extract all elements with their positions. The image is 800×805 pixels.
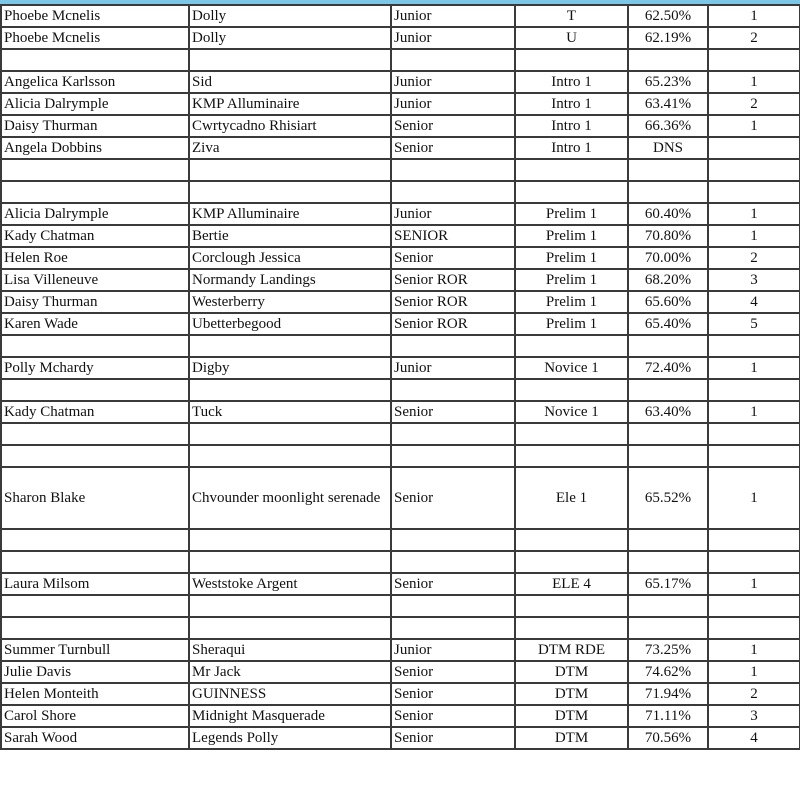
score-cell: 70.00% [628, 247, 708, 269]
score-cell [628, 423, 708, 445]
horse-cell: KMP Alluminaire [189, 203, 391, 225]
category-cell: Senior [391, 573, 515, 595]
horse-cell [189, 617, 391, 639]
category-cell: Junior [391, 71, 515, 93]
score-cell: 71.94% [628, 683, 708, 705]
place-cell: 1 [708, 401, 800, 423]
category-cell: Junior [391, 5, 515, 27]
score-cell: 62.19% [628, 27, 708, 49]
table-row [1, 445, 800, 467]
horse-cell [189, 159, 391, 181]
rider-cell: Sharon Blake [1, 467, 189, 529]
horse-cell: Cwrtycadno Rhisiart [189, 115, 391, 137]
category-cell: Senior ROR [391, 313, 515, 335]
category-cell: Senior [391, 661, 515, 683]
score-cell: 65.40% [628, 313, 708, 335]
score-cell [628, 617, 708, 639]
rider-cell: Phoebe Mcnelis [1, 5, 189, 27]
category-cell: Junior [391, 93, 515, 115]
score-cell: 60.40% [628, 203, 708, 225]
rider-cell: Polly Mchardy [1, 357, 189, 379]
category-cell: Senior [391, 705, 515, 727]
place-cell: 4 [708, 291, 800, 313]
table-row [1, 423, 800, 445]
table-row [1, 379, 800, 401]
table-row [1, 573, 800, 595]
score-cell: 66.36% [628, 115, 708, 137]
score-cell: 74.62% [628, 661, 708, 683]
score-cell: 65.52% [628, 467, 708, 529]
category-cell: Senior ROR [391, 291, 515, 313]
test-cell [515, 181, 628, 203]
test-cell: Intro 1 [515, 93, 628, 115]
test-cell: Ele 1 [515, 467, 628, 529]
test-cell: DTM [515, 683, 628, 705]
score-cell [628, 595, 708, 617]
score-cell: 65.17% [628, 573, 708, 595]
place-cell: 1 [708, 71, 800, 93]
rider-cell: Kady Chatman [1, 401, 189, 423]
test-cell: Prelim 1 [515, 247, 628, 269]
category-cell: Senior ROR [391, 269, 515, 291]
table-row [1, 683, 800, 705]
score-cell [628, 445, 708, 467]
horse-cell [189, 335, 391, 357]
table-row [1, 181, 800, 203]
horse-cell: Sheraqui [189, 639, 391, 661]
test-cell [515, 617, 628, 639]
rider-cell [1, 423, 189, 445]
place-cell [708, 617, 800, 639]
place-cell: 2 [708, 683, 800, 705]
test-cell: DTM RDE [515, 639, 628, 661]
category-cell: Senior [391, 115, 515, 137]
place-cell [708, 529, 800, 551]
test-cell [515, 551, 628, 573]
category-cell: Junior [391, 203, 515, 225]
test-cell: U [515, 27, 628, 49]
test-cell: Novice 1 [515, 357, 628, 379]
test-cell [515, 335, 628, 357]
horse-cell: Bertie [189, 225, 391, 247]
horse-cell: Dolly [189, 5, 391, 27]
table-row [1, 529, 800, 551]
horse-cell: Tuck [189, 401, 391, 423]
test-cell: Prelim 1 [515, 203, 628, 225]
table-row [1, 617, 800, 639]
test-cell: Intro 1 [515, 71, 628, 93]
horse-cell: Legends Polly [189, 727, 391, 749]
place-cell: 1 [708, 573, 800, 595]
horse-cell: Normandy Landings [189, 269, 391, 291]
table-row [1, 71, 800, 93]
table-row [1, 357, 800, 379]
rider-cell [1, 181, 189, 203]
rider-cell: Laura Milsom [1, 573, 189, 595]
place-cell [708, 551, 800, 573]
horse-cell: Corclough Jessica [189, 247, 391, 269]
table-row [1, 27, 800, 49]
rider-cell: Lisa Villeneuve [1, 269, 189, 291]
horse-cell [189, 445, 391, 467]
place-cell [708, 595, 800, 617]
horse-cell [189, 595, 391, 617]
rider-cell [1, 335, 189, 357]
table-row [1, 661, 800, 683]
horse-cell: KMP Alluminaire [189, 93, 391, 115]
horse-cell [189, 181, 391, 203]
place-cell: 5 [708, 313, 800, 335]
horse-cell: Midnight Masquerade [189, 705, 391, 727]
score-cell: 63.41% [628, 93, 708, 115]
place-cell: 1 [708, 467, 800, 529]
score-cell: 70.80% [628, 225, 708, 247]
category-cell [391, 159, 515, 181]
test-cell: DTM [515, 661, 628, 683]
score-cell: 62.50% [628, 5, 708, 27]
category-cell: Junior [391, 639, 515, 661]
horse-cell: Ubetterbegood [189, 313, 391, 335]
horse-cell: Mr Jack [189, 661, 391, 683]
category-cell: Senior [391, 247, 515, 269]
test-cell [515, 445, 628, 467]
horse-cell [189, 423, 391, 445]
test-cell: ELE 4 [515, 573, 628, 595]
rider-cell: Summer Turnbull [1, 639, 189, 661]
rider-cell: Alicia Dalrymple [1, 93, 189, 115]
test-cell: Intro 1 [515, 115, 628, 137]
test-cell: Novice 1 [515, 401, 628, 423]
place-cell: 1 [708, 115, 800, 137]
rider-cell [1, 445, 189, 467]
horse-cell: Dolly [189, 27, 391, 49]
place-cell [708, 379, 800, 401]
horse-cell: Weststoke Argent [189, 573, 391, 595]
category-cell: Senior [391, 401, 515, 423]
score-cell: 72.40% [628, 357, 708, 379]
horse-cell [189, 379, 391, 401]
score-cell: 71.11% [628, 705, 708, 727]
category-cell: Senior [391, 467, 515, 529]
category-cell: Senior [391, 683, 515, 705]
score-cell: 70.56% [628, 727, 708, 749]
rider-cell: Angelica Karlsson [1, 71, 189, 93]
place-cell [708, 159, 800, 181]
horse-cell: Westerberry [189, 291, 391, 313]
rider-cell: Helen Monteith [1, 683, 189, 705]
place-cell [708, 137, 800, 159]
category-cell [391, 423, 515, 445]
rider-cell: Helen Roe [1, 247, 189, 269]
place-cell: 1 [708, 639, 800, 661]
test-cell: Intro 1 [515, 137, 628, 159]
table-row [1, 93, 800, 115]
category-cell: Senior [391, 137, 515, 159]
table-row [1, 49, 800, 71]
rider-cell [1, 595, 189, 617]
test-cell [515, 595, 628, 617]
score-cell: 68.20% [628, 269, 708, 291]
score-cell: 65.23% [628, 71, 708, 93]
place-cell: 1 [708, 5, 800, 27]
rider-cell [1, 49, 189, 71]
rider-cell: Sarah Wood [1, 727, 189, 749]
rider-cell: Angela Dobbins [1, 137, 189, 159]
place-cell [708, 335, 800, 357]
table-row [1, 401, 800, 423]
test-cell: T [515, 5, 628, 27]
category-cell [391, 551, 515, 573]
rider-cell: Kady Chatman [1, 225, 189, 247]
test-cell: Prelim 1 [515, 225, 628, 247]
place-cell: 1 [708, 357, 800, 379]
rider-cell [1, 379, 189, 401]
place-cell [708, 49, 800, 71]
rider-cell: Phoebe Mcnelis [1, 27, 189, 49]
horse-cell: Sid [189, 71, 391, 93]
test-cell: Prelim 1 [515, 269, 628, 291]
place-cell: 1 [708, 661, 800, 683]
score-cell [628, 529, 708, 551]
place-cell: 3 [708, 705, 800, 727]
table-row [1, 313, 800, 335]
horse-cell: Ziva [189, 137, 391, 159]
rider-cell: Carol Shore [1, 705, 189, 727]
score-cell: DNS [628, 137, 708, 159]
table-row [1, 269, 800, 291]
test-cell: DTM [515, 727, 628, 749]
category-cell [391, 181, 515, 203]
table-row [1, 705, 800, 727]
category-cell [391, 529, 515, 551]
horse-cell: Digby [189, 357, 391, 379]
place-cell [708, 445, 800, 467]
test-cell [515, 529, 628, 551]
table-row [1, 551, 800, 573]
table-row [1, 727, 800, 749]
horse-cell [189, 551, 391, 573]
place-cell [708, 181, 800, 203]
test-cell: DTM [515, 705, 628, 727]
score-cell: 63.40% [628, 401, 708, 423]
place-cell: 1 [708, 203, 800, 225]
rider-cell [1, 617, 189, 639]
place-cell: 2 [708, 27, 800, 49]
place-cell: 1 [708, 225, 800, 247]
category-cell: SENIOR [391, 225, 515, 247]
score-cell: 65.60% [628, 291, 708, 313]
table-row [1, 247, 800, 269]
category-cell [391, 595, 515, 617]
horse-cell: GUINNESS [189, 683, 391, 705]
horse-cell [189, 49, 391, 71]
score-cell [628, 551, 708, 573]
place-cell [708, 423, 800, 445]
rider-cell: Daisy Thurman [1, 291, 189, 313]
score-cell [628, 49, 708, 71]
test-cell [515, 423, 628, 445]
score-cell [628, 379, 708, 401]
table-row [1, 115, 800, 137]
test-cell: Prelim 1 [515, 291, 628, 313]
category-cell: Junior [391, 357, 515, 379]
test-cell [515, 379, 628, 401]
score-cell [628, 181, 708, 203]
table-row [1, 225, 800, 247]
test-cell [515, 159, 628, 181]
table-row [1, 639, 800, 661]
category-cell [391, 445, 515, 467]
category-cell [391, 617, 515, 639]
category-cell: Junior [391, 27, 515, 49]
table-row [1, 335, 800, 357]
table-row [1, 137, 800, 159]
place-cell: 2 [708, 247, 800, 269]
rider-cell: Julie Davis [1, 661, 189, 683]
rider-cell [1, 159, 189, 181]
place-cell: 3 [708, 269, 800, 291]
results-table [0, 4, 800, 750]
table-row [1, 467, 800, 529]
score-cell: 73.25% [628, 639, 708, 661]
category-cell [391, 49, 515, 71]
score-cell [628, 335, 708, 357]
table-row [1, 5, 800, 27]
rider-cell: Karen Wade [1, 313, 189, 335]
table-row [1, 203, 800, 225]
test-cell [515, 49, 628, 71]
place-cell: 2 [708, 93, 800, 115]
test-cell: Prelim 1 [515, 313, 628, 335]
rider-cell: Alicia Dalrymple [1, 203, 189, 225]
results-table-body [1, 5, 800, 749]
category-cell: Senior [391, 727, 515, 749]
horse-cell: Chvounder moonlight serenade [189, 467, 391, 529]
table-row [1, 291, 800, 313]
table-row [1, 159, 800, 181]
place-cell: 4 [708, 727, 800, 749]
category-cell [391, 379, 515, 401]
table-row [1, 595, 800, 617]
category-cell [391, 335, 515, 357]
rider-cell [1, 551, 189, 573]
rider-cell [1, 529, 189, 551]
horse-cell [189, 529, 391, 551]
score-cell [628, 159, 708, 181]
rider-cell: Daisy Thurman [1, 115, 189, 137]
